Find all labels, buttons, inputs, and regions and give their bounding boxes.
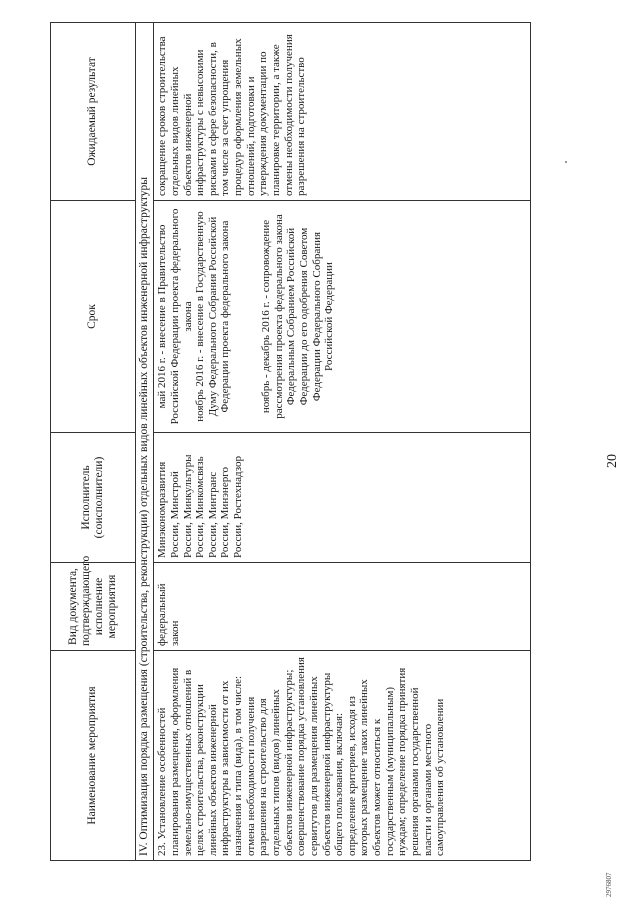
table-row bbox=[154, 23, 531, 861]
header-measure-name: Наименование мероприятия bbox=[51, 651, 136, 861]
document-id: 2976807 bbox=[605, 872, 613, 897]
scan-dot bbox=[565, 161, 567, 163]
section-title: IV. Оптимизация порядка размещения (строительства, реконструкции) отдельных видов линейных объектов инженерной инфраструктуры bbox=[136, 23, 154, 861]
section-row bbox=[136, 23, 154, 861]
document-type-cell: федеральный закон bbox=[154, 563, 531, 651]
deadline-cell bbox=[154, 201, 531, 433]
measure-name-cell: 23. Установление особенностей планирования размещения, оформления земельно-имущественных отношений в целях строительства, реконструкции линейных объектов инженерной инфраструктуры в зависимости от их назначения и типа (вида), в том числе: отмена необходимости получения разрешения на строительство для отдельных типов (видов) линейных объектов инженерной инфраструктуры; совершенствование порядка установления сервитутов для размещения линейных объектов инженерной инфраструктуры общего пользования, включая: определение критериев, исходя из которых размещение таких линейных объектов может относиться к государственным (муниципальным) нуждам; определение порядка принятия решения органами государственной власти и органами местного самоуправления об установлении bbox=[154, 651, 531, 861]
expected-result-cell: сокращение сроков строительства отдельных видов линейных объектов инженерной инфраструктуры с невысокими рисками в сфере безопасности, в том числе за счет упрощения процедур оформления земельных отношений, подготовки и утверждения документации по планировке территории, а также отмены необходимости получения разрешения на строительство bbox=[154, 23, 531, 201]
table-header-row bbox=[51, 23, 136, 861]
header-executor: Исполнитель (соисполнители) bbox=[51, 433, 136, 563]
deadline-stage-3: ноябрь - декабрь 2016 г. - сопровождение рассмотрения проекта федерального закона Федеральным Собранием Российской Федерации до его одобрения Советом Федерации Федерального Собрания Российской Федерации bbox=[260, 214, 336, 419]
deadline-stage-1: май 2016 г. - внесение в Правительство Российской Федерации проекта федерального закона bbox=[156, 208, 194, 425]
header-deadline: Срок bbox=[51, 201, 136, 433]
deadline-stage-2: ноябрь 2016 г. - внесение в Государственную Думу Федерального Собрания Российской Федерации проекта федерального закона bbox=[194, 211, 232, 422]
header-document-type: Вид документа, подтверждающего исполнение мероприятия bbox=[51, 563, 136, 651]
deadline-spacer bbox=[232, 205, 260, 428]
page-number: 20 bbox=[605, 454, 620, 468]
measures-table bbox=[50, 22, 531, 861]
executor-cell: Минэкономразвития России, Минстрой России, Минкультуры России, Минкомсвязь России, Минтранс России, Минэнерго России, Ростехнадзор bbox=[154, 433, 531, 563]
header-expected-result: Ожидаемый результат bbox=[51, 23, 136, 201]
